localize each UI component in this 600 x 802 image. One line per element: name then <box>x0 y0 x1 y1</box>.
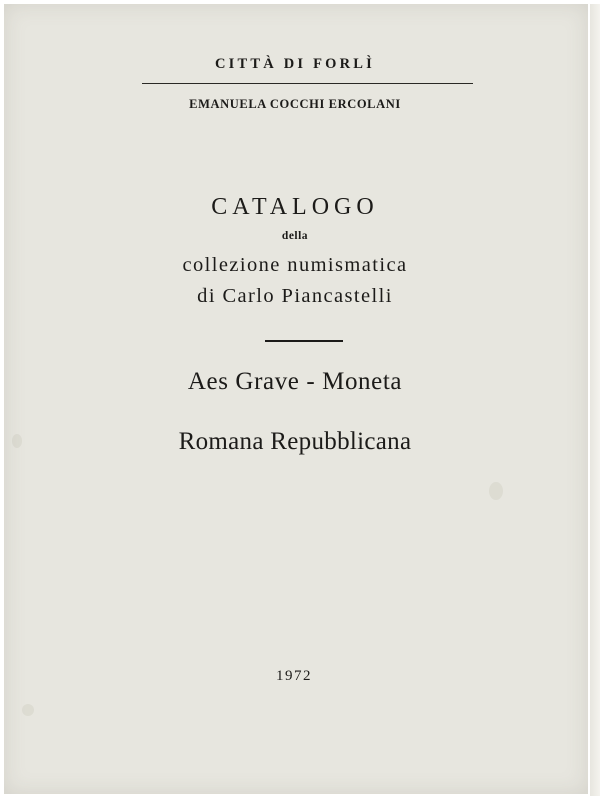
paper-spot <box>489 482 503 500</box>
subtitle-line-1: Aes Grave - Moneta <box>187 368 403 395</box>
page-edge <box>590 4 600 796</box>
cover-page <box>4 4 588 794</box>
author-name: EMANUELA COCCHI ERCOLANI <box>189 97 401 111</box>
title-line-1: collezione numismatica <box>182 254 408 276</box>
header-rule <box>142 83 473 84</box>
subtitle-line-2: Romana Repubblicana <box>178 428 412 455</box>
paper-spot <box>22 704 34 716</box>
publication-year: 1972 <box>276 668 312 684</box>
title-catalogo: CATALOGO <box>211 194 379 220</box>
publisher-city: CITTÀ DI FORLÌ <box>214 56 375 72</box>
title-connector: della <box>281 230 309 242</box>
paper-spot <box>12 434 22 448</box>
title-divider <box>265 340 343 342</box>
title-line-2: di Carlo Piancastelli <box>197 285 393 307</box>
